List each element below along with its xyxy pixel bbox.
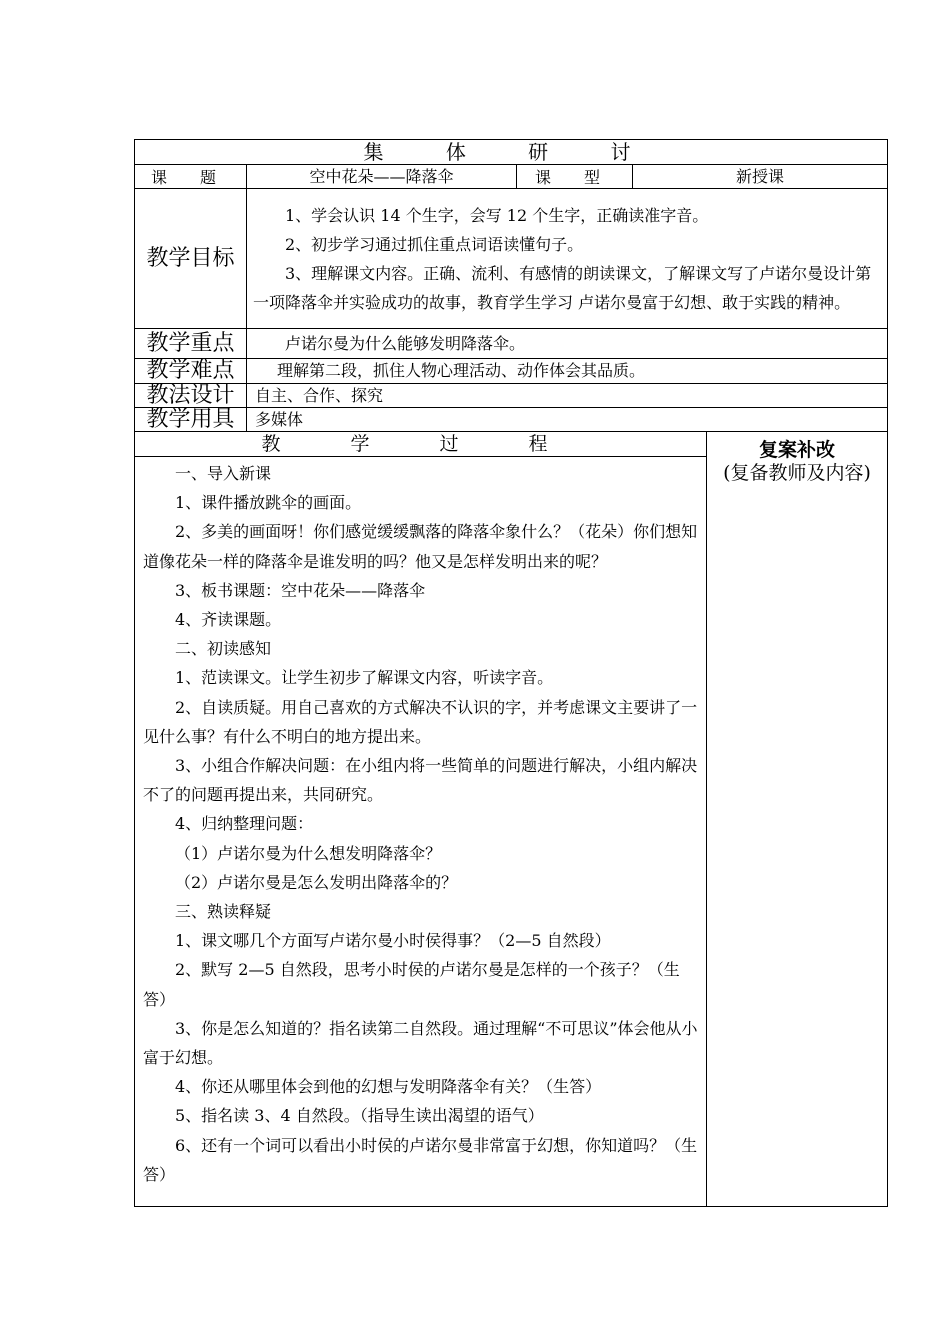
difficulty-label: 教学难点: [135, 359, 247, 384]
process-line: 1、范读课文。让学生初步了解课文内容，听读字音。: [175, 668, 554, 688]
process-line: 2、默写 2—5 自然段，思考小时侯的卢诺尔曼是怎样的一个孩子？（生答）: [143, 960, 680, 1009]
difficulty-value: 理解第二段，抓住人物心理活动、动作体会其品质。: [247, 359, 888, 384]
process-line: 4、齐读课题。: [175, 610, 282, 630]
tools-label: 教学用具: [135, 408, 247, 432]
process-line: 2、多美的画面呀！你们感觉缓缓飘落的降落伞象什么？（花朵）你们想知道像花朵一样的降落伞是谁发明的吗？他又是怎样发明出来的呢？: [143, 522, 698, 571]
revision-title: 复案补改: [758, 439, 835, 461]
header-table: [134, 139, 888, 432]
goal-item: 3、理解课文内容。正确、流利、有感情的朗读课文，了解课文写了卢诺尔曼设计第一项降落伞并实验成功的故事，教育学生学习 卢诺尔曼富于幻想、敢于实践的精神。: [253, 263, 872, 312]
collective-discussion-banner: 集 体 研 讨: [135, 140, 888, 165]
process-line: （1）卢诺尔曼为什么想发明降落伞？: [175, 843, 442, 863]
goals-content: [247, 189, 888, 329]
process-line: 3、你是怎么知道的？指名读第二自然段。通过理解“不可思议”体会他从小富于幻想。: [143, 1018, 698, 1068]
method-label: 教法设计: [135, 384, 247, 408]
tools-value: 多媒体: [247, 408, 888, 432]
revision-subtitle: (复备教师及内容): [723, 462, 871, 484]
process-line: 1、课文哪几个方面写卢诺尔曼小时侯得事？（2—5 自然段）: [175, 931, 611, 951]
goal-item: 1、学会认识 14 个生字，会写 12 个生字，正确读准字音。: [285, 205, 709, 225]
lesson-type-label: 课 型: [517, 165, 633, 189]
focus-value: 卢诺尔曼为什么能够发明降落伞。: [247, 329, 888, 359]
process-line: （2）卢诺尔曼是怎么发明出降落伞的？: [175, 872, 458, 892]
process-line: 2、自读质疑。用自己喜欢的方式解决不认识的字，并考虑课文主要讲了一见什么事？有什么不明白的地方提出来。: [143, 697, 698, 746]
goal-item: 2、初步学习通过抓住重点词语读懂句子。: [285, 234, 584, 254]
lesson-type-value: 新授课: [633, 165, 888, 189]
process-line: 6、还有一个词可以看出小时侯的卢诺尔曼非常富于幻想，你知道吗？（生答）: [143, 1135, 698, 1184]
lesson-plan-sheet: [134, 139, 887, 1207]
process-line: 4、你还从哪里体会到他的幻想与发明降落伞有关？（生答）: [175, 1077, 602, 1097]
process-line: 5、指名读 3、4 自然段。（指导生读出渴望的语气）: [175, 1106, 544, 1126]
process-line: 二、初读感知: [175, 639, 272, 659]
process-line: 4、归纳整理问题：: [175, 814, 314, 834]
process-content: [135, 457, 707, 1207]
process-table: [134, 431, 888, 1207]
process-line: 3、板书课题：空中花朵——降落伞: [175, 580, 426, 600]
topic-label: 课 题: [135, 165, 247, 189]
process-line: 3、小组合作解决问题：在小组内将一些简单的问题进行解决，小组内解决不了的问题再提出来，共同研究。: [143, 756, 698, 805]
process-line: 三、熟读释疑: [175, 902, 272, 922]
topic-value: 空中花朵——降落伞: [247, 165, 517, 189]
method-value: 自主、合作、探究: [247, 384, 888, 408]
process-line: 一、导入新课: [175, 464, 272, 483]
goals-label: 教学目标: [135, 189, 247, 329]
process-banner: 教 学 过 程: [135, 432, 707, 457]
revision-column: [707, 432, 888, 1207]
process-line: 1、课件播放跳伞的画面。: [175, 493, 362, 513]
focus-label: 教学重点: [135, 329, 247, 359]
